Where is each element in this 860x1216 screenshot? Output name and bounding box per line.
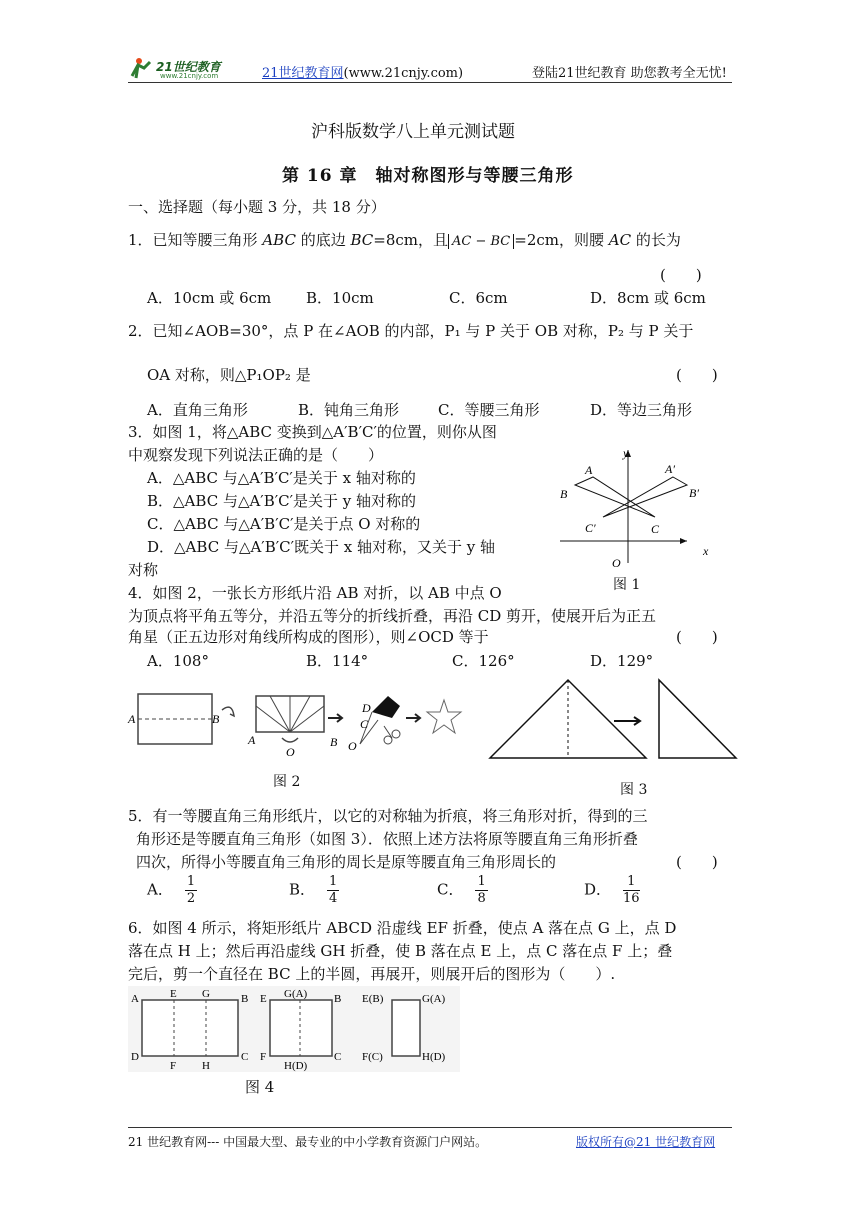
header-divider — [128, 82, 732, 83]
fig2-label-a: A — [128, 712, 136, 726]
svg-text:G(A): G(A) — [284, 988, 308, 1000]
q3-option-d: D．△ABC 与△A′B′C′既关于 x 轴对称，又关于 y 轴 — [147, 538, 496, 556]
figure-4 — [128, 986, 460, 1072]
right-arrow-icon — [406, 714, 420, 722]
logo-sub: www.21cnjy.com — [160, 72, 219, 80]
svg-text:G(A): G(A) — [422, 993, 446, 1005]
fig2-label-c: C — [360, 717, 369, 731]
right-arrow-icon — [614, 717, 640, 725]
fig2-label-b2: B — [330, 735, 338, 749]
svg-text:C: C — [241, 1051, 249, 1063]
svg-text:A: A — [131, 993, 139, 1005]
svg-text:E(B): E(B) — [362, 993, 384, 1005]
q5-option-c: C． $\frac{1}{8}$ — [437, 874, 486, 906]
fig1-label-b2: B′ — [689, 486, 699, 500]
svg-text:H(D): H(D) — [422, 1051, 446, 1063]
question-2-line1: 2．已知∠AOB=30°，点 P 在∠AOB 的内部，P₁ 与 P 关于 OB 对称，P₂ 与 P 关于 — [128, 322, 694, 340]
fig1-label-a: A — [585, 463, 593, 477]
svg-text:E: E — [260, 993, 267, 1005]
scissors-icon — [384, 726, 400, 744]
q2-option-a: A．直角三角形 — [147, 401, 248, 419]
figure-4-caption: 图 4 — [245, 1078, 275, 1096]
logo-text: 21世纪教育 — [156, 60, 221, 74]
q1-option-c: C．6cm — [449, 289, 508, 307]
doc-title: 沪科版数学八上单元测试题 — [311, 122, 515, 142]
q5-option-d: D． $\frac{1}{16}$ — [584, 874, 640, 906]
svg-text:H: H — [202, 1060, 210, 1072]
svg-text:E: E — [170, 988, 177, 1000]
q5-answer-paren: ( ) — [676, 853, 718, 871]
q2-answer-paren: ( ) — [676, 366, 718, 384]
fold-arrow-icon — [222, 707, 234, 716]
svg-text:B: B — [334, 993, 342, 1005]
question-6-line3: 完后，剪一个直径在 BC 上的半圆，再展开，则展开后的图形为（ ）. — [128, 965, 616, 983]
q4-option-b: B．114° — [306, 652, 369, 670]
q3-option-b: B．△ABC 与△A′B′C′是关于 y 轴对称的 — [147, 492, 417, 510]
fig2-label-o: O — [286, 745, 295, 758]
question-2-line2: OA 对称，则△P₁OP₂ 是 — [147, 366, 311, 384]
footer-divider — [128, 1127, 732, 1128]
footer-copyright-link[interactable]: 版权所有@21 世纪教育网 — [576, 1135, 716, 1149]
svg-text:F: F — [170, 1060, 177, 1072]
star-icon — [427, 700, 461, 733]
q1-answer-paren: ( ) — [660, 266, 702, 284]
question-4-line2: 为顶点将平角五等分，并沿五等分的折线折叠，再沿 CD 剪开，使展开后为正五 — [128, 607, 657, 625]
q1-option-a: A．10cm 或 6cm — [147, 289, 272, 307]
question-4-line1: 4．如图 2，一张长方形纸片沿 AB 对折，以 AB 中点 O — [128, 584, 502, 602]
question-6-line1: 6．如图 4 所示，将矩形纸片 ABCD 沿虚线 EF 折叠，使点 A 落在点 G 上，点 D — [128, 919, 677, 937]
chapter-title: 第 16 章 轴对称图形与等腰三角形 — [282, 166, 574, 186]
q1-option-d: D．8cm 或 6cm — [590, 289, 706, 307]
question-3-line1: 3．如图 1，将△ABC 变换到△A′B′C′的位置，则你从图 — [128, 423, 497, 441]
q4-option-d: D．129° — [590, 652, 654, 670]
q2-option-c: C．等腰三角形 — [438, 401, 540, 419]
figure-2 — [126, 684, 472, 758]
svg-text:H(D): H(D) — [284, 1060, 308, 1072]
right-arrow-icon — [328, 714, 342, 722]
fig2-label-o2: O — [348, 739, 357, 753]
svg-text:F: F — [260, 1051, 267, 1063]
svg-text:G: G — [202, 988, 210, 1000]
q4-answer-paren: ( ) — [676, 628, 718, 646]
q3-option-a: A．△ABC 与△A′B′C′是关于 x 轴对称的 — [147, 469, 416, 487]
question-5-line3: 四次，所得小等腰直角三角形的周长是原等腰直角三角形周长的 — [136, 853, 557, 871]
fig1-label-a2: A′ — [665, 462, 675, 476]
figure-3 — [486, 676, 740, 762]
fig1-label-y: y — [623, 446, 629, 460]
header-site-link[interactable]: 21世纪教育网(www.21cnjy.com) — [262, 66, 464, 81]
site-logo — [130, 56, 240, 84]
question-4-line3: 角星（正五边形对角线所构成的图形），则∠OCD 等于 — [128, 628, 489, 646]
q5-option-b: B． $\frac{1}{4}$ — [289, 874, 338, 906]
footer-left: 21 世纪教育网--- 中国最大型、最专业的中小学教育资源门户网站。 — [128, 1135, 488, 1149]
question-6-line2: 落在点 H 上；然后再沿虚线 GH 折叠，使 B 落在点 E 上，点 C 落在点 F 上；叠 — [128, 942, 673, 960]
figure-2-caption: 图 2 — [273, 774, 301, 790]
rotate-arrow-icon — [282, 738, 298, 742]
figure-1-caption: 图 1 — [613, 577, 641, 593]
fig2-label-d: D — [362, 701, 371, 715]
question-3-line2: 中观察发现下列说法正确的是（ ） — [128, 446, 384, 464]
fig1-label-b: B — [560, 487, 568, 501]
svg-text:C: C — [334, 1051, 342, 1063]
q3-option-c: C．△ABC 与△A′B′C′是关于点 O 对称的 — [147, 515, 421, 533]
section-heading: 一、选择题（每小题 3 分，共 18 分） — [128, 198, 386, 216]
q2-option-b: B．钝角三角形 — [298, 401, 400, 419]
header-slogan: 登陆21世纪教育 助您教考全无忧! — [532, 66, 727, 81]
q4-option-c: C．126° — [452, 652, 515, 670]
q5-option-a: A． $\frac{1}{2}$ — [147, 874, 196, 906]
svg-text:B: B — [241, 993, 249, 1005]
figure-1 — [555, 445, 725, 575]
fig1-label-x: x — [703, 544, 709, 558]
question-5-line1: 5．有一等腰直角三角形纸片，以它的对称轴为折痕，将三角形对折，得到的三 — [128, 807, 648, 825]
fig1-label-c2: C′ — [585, 521, 596, 535]
svg-text:D: D — [131, 1051, 139, 1063]
question-1: 1．已知等腰三角形 ABC 的底边 BC=8cm，且 AC − BC =2cm，则腰 AC 的长为 — [128, 231, 681, 249]
q4-option-a: A．108° — [147, 652, 209, 670]
figure-3-caption: 图 3 — [620, 782, 648, 798]
fig2-label-b: B — [212, 712, 220, 726]
q2-option-d: D．等边三角形 — [590, 401, 693, 419]
q3-option-d-cont: 对称 — [128, 561, 159, 579]
fig1-label-c: C — [651, 522, 660, 536]
question-5-line2: 角形还是等腰直角三角形（如图 3）．依照上述方法将原等腰直角三角形折叠 — [136, 830, 638, 848]
fig1-label-o: O — [612, 556, 621, 570]
svg-text:F(C): F(C) — [362, 1051, 383, 1063]
q1-option-b: B．10cm — [306, 289, 374, 307]
fig2-label-a2: A — [248, 733, 256, 747]
